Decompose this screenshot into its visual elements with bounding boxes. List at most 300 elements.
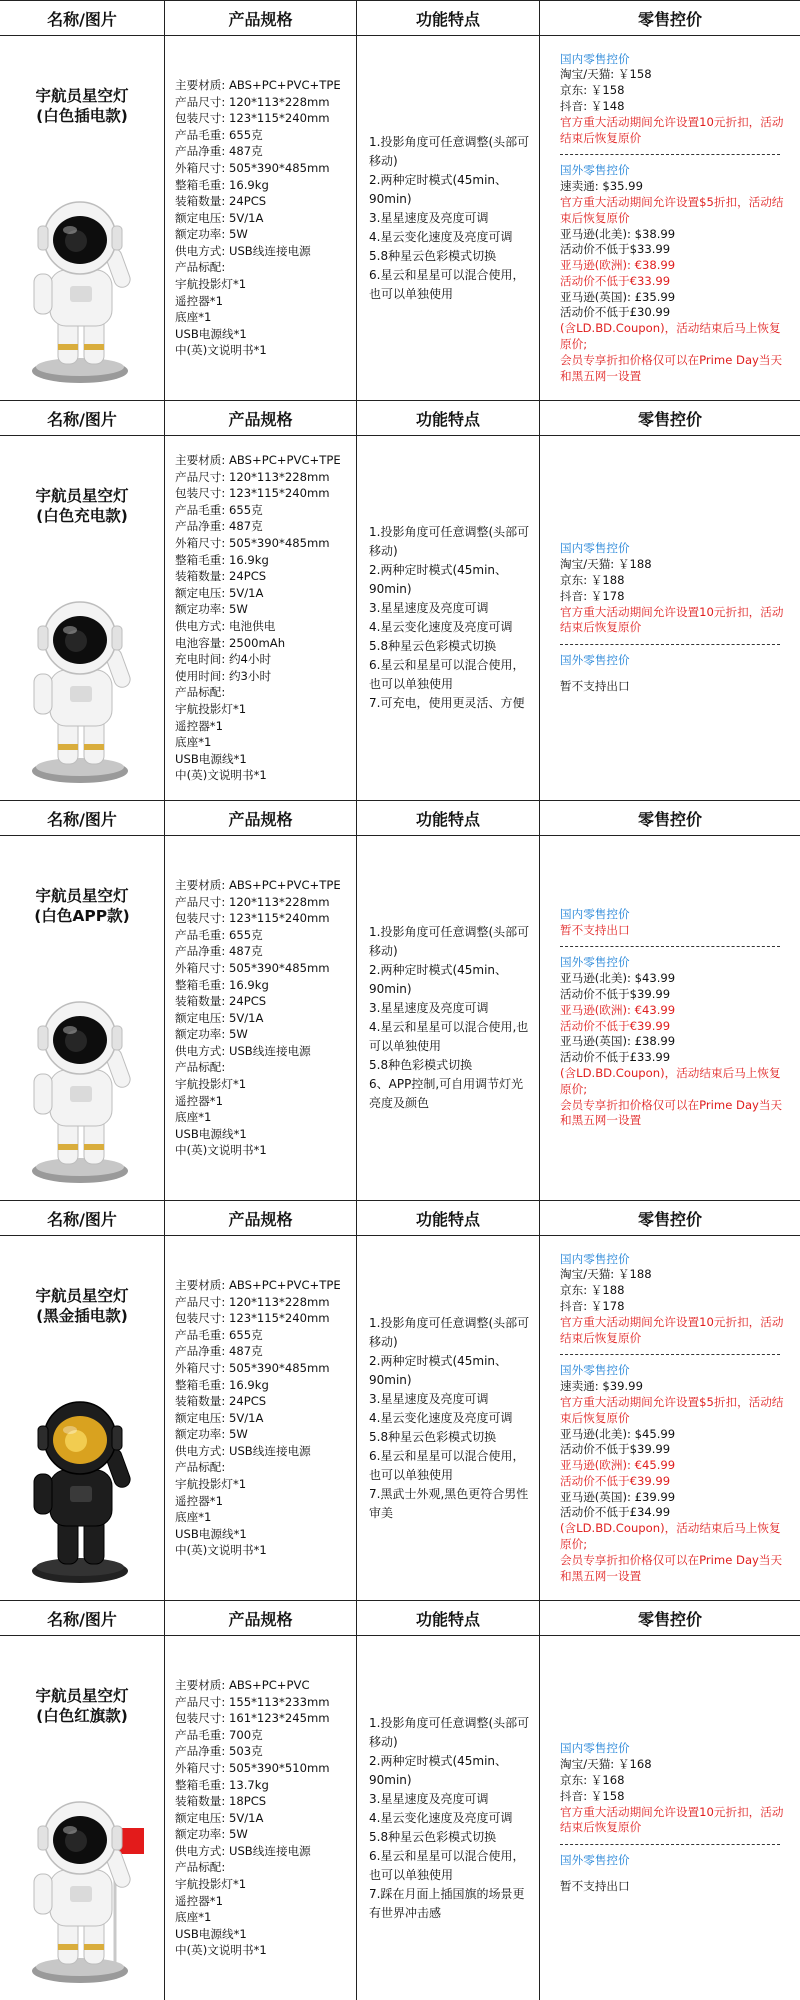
feature-line: 1.投影角度可任意调整(头部可移动) xyxy=(369,1315,530,1349)
visor-shine xyxy=(63,1026,77,1034)
spec-line: 产品尺寸: 120*113*228mm xyxy=(175,1294,330,1309)
white-astronaut-figure xyxy=(20,188,145,388)
spec-line: 主要材质: ABS+PC+PVC+TPE xyxy=(175,453,341,468)
spec-line: 中(英)文说明书*1 xyxy=(175,1543,267,1558)
visor-shine xyxy=(63,626,77,634)
feature-line: 3.星星速度及亮度可调 xyxy=(369,601,489,615)
chest-panel xyxy=(70,686,92,702)
feature-line: 1.投影角度可任意调整(头部可移动) xyxy=(369,925,530,958)
product-name xyxy=(35,1286,128,1326)
feature-line: 2.两种定时模式(45min、90min) xyxy=(369,563,508,596)
spec-line: 宇航投影灯*1 xyxy=(175,1477,247,1492)
price-line: 亚马逊(欧洲): €38.99 xyxy=(560,258,676,273)
price-section-title: 国内零售控价 xyxy=(560,1251,630,1266)
spec-line: 产品标配: xyxy=(175,260,226,275)
price-line: 抖音: ￥158 xyxy=(560,1788,625,1803)
header-row xyxy=(0,1600,800,1636)
header-features: 功能特点 xyxy=(357,401,540,435)
header-name-image: 名称/图片 xyxy=(0,1201,165,1235)
moon-surface xyxy=(36,758,124,776)
spec-line: 额定功率: 5W xyxy=(175,1827,248,1842)
header-name-image: 名称/图片 xyxy=(0,1,165,35)
feature-list xyxy=(357,1314,539,1523)
spec-list xyxy=(165,877,341,1159)
product-name xyxy=(35,1686,128,1726)
spec-line: 产品毛重: 655克 xyxy=(175,927,263,942)
spec-cell xyxy=(165,836,357,1200)
feature-cell xyxy=(357,36,540,400)
feature-line: 5.8种星云色彩模式切换 xyxy=(369,248,497,263)
feature-line: 4.星云变化速度及亮度可调 xyxy=(369,1410,513,1425)
feature-cell xyxy=(357,1236,540,1600)
spec-line: 供电方式: 电池供电 xyxy=(175,619,276,633)
spec-list xyxy=(165,1677,330,1959)
price-line: 活动价不低于€39.99 xyxy=(560,1018,671,1033)
header-name-image: 名称/图片 xyxy=(0,1601,165,1635)
spec-line: 产品毛重: 655克 xyxy=(175,502,263,517)
price-section-title: 国内零售控价 xyxy=(560,51,630,66)
spec-line: 供电方式: USB线连接电源 xyxy=(175,243,311,258)
name-image-cell xyxy=(0,836,165,1200)
header-row xyxy=(0,400,800,436)
spec-line: 中(英)文说明书*1 xyxy=(175,768,267,783)
price-line: 淘宝/天猫: ￥168 xyxy=(560,1757,652,1772)
spec-line: 外箱尺寸: 505*390*485mm xyxy=(175,536,330,551)
dashed-divider xyxy=(560,1354,780,1355)
price-line: 亚马逊(北美): $43.99 xyxy=(560,971,676,986)
price-cell xyxy=(540,836,800,1200)
header-price: 零售控价 xyxy=(637,809,702,829)
feature-line: 4.星云变化速度及亮度可调 xyxy=(369,229,513,244)
spec-line: 遥控器*1 xyxy=(175,1493,223,1508)
price-line: 官方重大活动期间允许设置10元折扣，活动结束后恢复原价 xyxy=(560,114,784,145)
spec-list xyxy=(165,452,341,784)
gold-band-right xyxy=(84,344,104,350)
price-line: 亚马逊(英国): £39.99 xyxy=(560,1489,676,1504)
spec-line: 产品尺寸: 120*113*228mm xyxy=(175,894,330,909)
ear-right xyxy=(112,1426,122,1450)
spec-line: 装箱数量: 18PCS xyxy=(175,1794,267,1809)
header-spec: 产品规格 xyxy=(165,401,357,435)
spec-line: 充电时间: 约4小时 xyxy=(175,652,272,667)
spec-line: 产品净重: 487克 xyxy=(175,1344,263,1359)
spec-line: 主要材质: ABS+PC+PVC+TPE xyxy=(175,1277,341,1292)
price-line: 官方重大活动期间允许设置10元折扣，活动结束后恢复原价 xyxy=(560,604,784,635)
left-arm xyxy=(34,274,52,314)
price-line: 抖音: ￥178 xyxy=(560,588,625,603)
product-name-line: (白色APP款) xyxy=(34,907,130,925)
spec-line: USB电源线*1 xyxy=(175,326,247,341)
spec-line: 额定电压: 5V/1A xyxy=(175,210,264,225)
ear-left xyxy=(38,1826,48,1850)
product-name xyxy=(34,886,129,926)
moon-surface xyxy=(36,1158,124,1176)
spec-line: 产品尺寸: 120*113*228mm xyxy=(175,469,330,484)
spec-line: 装箱数量: 24PCS xyxy=(175,1394,267,1409)
feature-line: 1.投影角度可任意调整(头部可移动) xyxy=(369,1715,530,1749)
spec-line: 供电方式: USB线连接电源 xyxy=(175,1843,311,1858)
white-astronaut-figure xyxy=(20,988,145,1188)
ear-right xyxy=(112,1826,122,1850)
price-line: 活动价不低于£34.99 xyxy=(560,1505,671,1520)
spec-line: 整箱毛重: 16.9kg xyxy=(175,177,269,192)
visor-shine xyxy=(63,226,77,234)
spec-line: 遥控器*1 xyxy=(175,1893,223,1908)
price-line: 暂不支持出口 xyxy=(560,1878,630,1893)
moon-surface xyxy=(36,1958,124,1976)
name-image-cell xyxy=(0,36,165,400)
header-spec: 产品规格 xyxy=(165,1,357,35)
price-line: 淘宝/天猫: ￥188 xyxy=(560,557,652,572)
spec-line: 供电方式: USB线连接电源 xyxy=(175,1443,311,1458)
price-section-title: 国内零售控价 xyxy=(560,906,630,921)
spec-line: 整箱毛重: 13.7kg xyxy=(175,1777,269,1792)
price-line: 活动价不低于€39.99 xyxy=(560,1473,671,1488)
price-line: 淘宝/天猫: ￥158 xyxy=(560,67,652,82)
ear-right xyxy=(112,626,122,650)
feature-list xyxy=(357,523,539,713)
black-astronaut-figure xyxy=(20,1388,145,1588)
product-name-line: 宇航员星空灯 xyxy=(35,87,129,105)
white-astronaut-figure xyxy=(20,588,145,788)
header-name-image: 名称/图片 xyxy=(0,801,165,835)
spec-line: 产品净重: 487克 xyxy=(175,144,263,159)
feature-line: 6、APP控制,可自用调节灯光亮度及颜色 xyxy=(369,1077,524,1110)
spec-cell xyxy=(165,436,357,800)
spec-line: 产品毛重: 655克 xyxy=(175,1327,263,1342)
product-name-line: (黑金插电款) xyxy=(36,1307,128,1325)
price-line: (含LD.BD.Coupon)，活动结束后马上恢复原价; xyxy=(560,1521,781,1552)
price-line: 抖音: ￥178 xyxy=(560,1298,625,1313)
gold-band-right xyxy=(84,1144,104,1150)
spec-line: 供电方式: USB线连接电源 xyxy=(175,1043,311,1058)
price-line: 京东: ￥188 xyxy=(560,1283,625,1298)
gold-band-left xyxy=(58,1944,78,1950)
spec-line: 底座*1 xyxy=(175,1910,212,1925)
price-line: 官方重大活动期间允许设置$5折扣，活动结束后恢复原价 xyxy=(560,1394,784,1425)
feature-line: 4.星云变化速度及亮度可调 xyxy=(369,620,513,634)
spec-line: USB电源线*1 xyxy=(175,1926,247,1941)
left-arm xyxy=(34,1874,52,1914)
feature-line: 6.星云和星星可以混合使用，也可以单独使用 xyxy=(369,1848,525,1882)
spec-line: 整箱毛重: 16.9kg xyxy=(175,552,269,567)
price-line: 亚马逊(北美): $45.99 xyxy=(560,1426,676,1441)
left-arm xyxy=(34,1074,52,1114)
gold-band-left xyxy=(58,1144,78,1150)
spec-line: 电池容量: 2500mAh xyxy=(175,635,286,650)
spec-line: 产品净重: 503克 xyxy=(175,1744,263,1759)
spec-list xyxy=(165,77,341,359)
price-line: 亚马逊(欧洲): €43.99 xyxy=(560,1002,676,1017)
spec-line: 额定电压: 5V/1A xyxy=(175,1810,264,1825)
moon-surface xyxy=(36,1558,124,1576)
header-price: 零售控价 xyxy=(637,409,702,429)
chest-panel xyxy=(70,1886,92,1902)
price-line: 会员专享折扣价格仅可以在Prime Day当天和黑五网一设置 xyxy=(560,352,783,383)
product-name-line: (白色插电款) xyxy=(36,107,128,125)
spec-line: 产品净重: 487克 xyxy=(175,944,263,959)
spec-line: USB电源线*1 xyxy=(175,751,247,766)
feature-line: 2.两种定时模式(45min、90min) xyxy=(369,1353,508,1387)
price-section-title: 国外零售控价 xyxy=(560,1853,630,1868)
price-line: 活动价不低于£30.99 xyxy=(560,305,671,320)
product-block xyxy=(0,1200,800,1600)
spec-line: 宇航投影灯*1 xyxy=(175,701,247,716)
header-features: 功能特点 xyxy=(357,1201,540,1235)
spec-line: 产品尺寸: 155*113*233mm xyxy=(175,1694,330,1709)
header-price: 零售控价 xyxy=(637,9,702,29)
feature-line: 6.星云和星星可以混合使用，也可以单独使用 xyxy=(369,1448,525,1482)
gold-band-right xyxy=(84,744,104,750)
feature-list xyxy=(357,133,539,304)
feature-line: 5.8种色彩模式切换 xyxy=(369,1058,473,1072)
spec-line: 装箱数量: 24PCS xyxy=(175,569,267,584)
spec-line: 底座*1 xyxy=(175,1510,212,1525)
spec-line: USB电源线*1 xyxy=(175,1526,247,1541)
feature-line: 7.可充电，使用更灵活、方便 xyxy=(369,696,525,710)
feature-line: 7.黑武士外观,黑色更符合男性审美 xyxy=(369,1486,529,1520)
spec-line: 产品标配: xyxy=(175,1460,226,1475)
spacer xyxy=(560,669,788,679)
feature-list xyxy=(357,1714,539,1923)
moon-surface xyxy=(36,358,124,376)
spec-cell xyxy=(165,36,357,400)
product-block xyxy=(0,400,800,800)
ear-left xyxy=(38,226,48,250)
chest-panel xyxy=(70,1486,92,1502)
price-line: 活动价不低于£33.99 xyxy=(560,1050,671,1065)
price-line: 官方重大活动期间允许设置$5折扣，活动结束后恢复原价 xyxy=(560,194,784,225)
name-image-cell xyxy=(0,1636,165,2000)
spec-line: 中(英)文说明书*1 xyxy=(175,343,267,358)
header-spec: 产品规格 xyxy=(165,801,357,835)
spec-line: 中(英)文说明书*1 xyxy=(175,1143,267,1158)
feature-line: 4.星云变化速度及亮度可调 xyxy=(369,1810,513,1825)
feature-cell xyxy=(357,436,540,800)
dashed-divider xyxy=(560,644,780,645)
spec-line: 使用时间: 约3小时 xyxy=(175,668,272,683)
spec-line: 包装尺寸: 123*115*240mm xyxy=(175,486,330,501)
spec-line: 遥控器*1 xyxy=(175,293,223,308)
header-features: 功能特点 xyxy=(357,1601,540,1635)
feature-line: 4.星云和星星可以混合使用,也可以单独使用 xyxy=(369,1020,529,1053)
spec-line: 包装尺寸: 123*115*240mm xyxy=(175,1311,330,1326)
spec-line: 外箱尺寸: 505*390*485mm xyxy=(175,960,330,975)
product-row xyxy=(0,1636,800,2000)
spec-line: 额定电压: 5V/1A xyxy=(175,1410,264,1425)
spec-line: 整箱毛重: 16.9kg xyxy=(175,977,269,992)
feature-list xyxy=(357,923,539,1113)
feature-line: 6.星云和星星可以混合使用，也可以单独使用 xyxy=(369,658,525,691)
gold-band-left xyxy=(58,344,78,350)
price-line: 活动价不低于$39.99 xyxy=(560,1442,671,1457)
spec-line: 底座*1 xyxy=(175,735,212,750)
left-arm xyxy=(34,1474,52,1514)
price-line: 淘宝/天猫: ￥188 xyxy=(560,1267,652,1282)
spec-cell xyxy=(165,1236,357,1600)
product-row xyxy=(0,436,800,800)
header-spec: 产品规格 xyxy=(165,1601,357,1635)
spec-line: 产品尺寸: 120*113*228mm xyxy=(175,94,330,109)
price-section-title: 国外零售控价 xyxy=(560,653,630,668)
feature-line: 6.星云和星星可以混合使用，也可以单独使用 xyxy=(369,267,525,301)
feature-line: 1.投影角度可任意调整(头部可移动) xyxy=(369,134,530,168)
price-line: 亚马逊(北美): $38.99 xyxy=(560,226,676,241)
spec-line: 宇航投影灯*1 xyxy=(175,277,247,292)
product-name-line: 宇航员星空灯 xyxy=(35,887,129,905)
header-spec: 产品规格 xyxy=(165,1201,357,1235)
price-line: 亚马逊(英国): £35.99 xyxy=(560,289,676,304)
price-line: 会员专享折扣价格仅可以在Prime Day当天和黑五网一设置 xyxy=(560,1097,783,1128)
spec-line: 产品标配: xyxy=(175,685,226,700)
spec-line: 额定功率: 5W xyxy=(175,602,248,617)
price-line: (含LD.BD.Coupon)，活动结束后马上恢复原价; xyxy=(560,1065,781,1096)
spec-line: 产品标配: xyxy=(175,1060,226,1075)
header-features: 功能特点 xyxy=(357,801,540,835)
spec-list xyxy=(165,1277,341,1559)
price-cell xyxy=(540,436,800,800)
ear-right xyxy=(112,1026,122,1050)
price-line: 暂不支持出口 xyxy=(560,678,630,693)
visor-shine xyxy=(63,1426,77,1434)
spec-line: 外箱尺寸: 505*390*485mm xyxy=(175,1360,330,1375)
product-name-line: 宇航员星空灯 xyxy=(35,487,129,505)
price-cell xyxy=(540,1636,800,2000)
spec-line: 整箱毛重: 16.9kg xyxy=(175,1377,269,1392)
spec-line: 遥控器*1 xyxy=(175,718,223,733)
spec-line: 产品标配: xyxy=(175,1860,226,1875)
feature-line: 3.星星速度及亮度可调 xyxy=(369,1001,489,1015)
price-line: 会员专享折扣价格仅可以在Prime Day当天和黑五网一设置 xyxy=(560,1552,783,1583)
product-name-line: 宇航员星空灯 xyxy=(35,1687,129,1705)
feature-cell xyxy=(357,836,540,1200)
header-row xyxy=(0,800,800,836)
spacer xyxy=(560,1869,788,1879)
price-cell xyxy=(540,36,800,400)
spec-line: 产品毛重: 700克 xyxy=(175,1727,263,1742)
feature-line: 2.两种定时模式(45min、90min) xyxy=(369,963,508,996)
product-name-line: (白色红旗款) xyxy=(36,1707,128,1725)
ear-right xyxy=(112,226,122,250)
price-line: 京东: ￥188 xyxy=(560,572,625,587)
name-image-cell xyxy=(0,1236,165,1600)
feature-line: 7.踩在月面上插国旗的场景更有世界冲击感 xyxy=(369,1886,525,1920)
flag-astronaut-figure xyxy=(20,1788,145,1988)
spec-line: 装箱数量: 24PCS xyxy=(175,994,267,1009)
spec-line: 宇航投影灯*1 xyxy=(175,1077,247,1092)
price-section-title: 国外零售控价 xyxy=(560,955,630,970)
spec-line: USB电源线*1 xyxy=(175,1126,247,1141)
product-row xyxy=(0,36,800,400)
price-line: 抖音: ￥148 xyxy=(560,98,625,113)
price-section-title: 国内零售控价 xyxy=(560,541,630,556)
price-line: 亚马逊(英国): £38.99 xyxy=(560,1034,676,1049)
price-line: 速卖通: $39.99 xyxy=(560,1379,643,1394)
spec-line: 中(英)文说明书*1 xyxy=(175,1943,267,1958)
header-price: 零售控价 xyxy=(637,1209,702,1229)
visor-shine xyxy=(63,1826,77,1834)
product-block xyxy=(0,1600,800,2000)
chest-panel xyxy=(70,1086,92,1102)
feature-line: 5.8种星云色彩模式切换 xyxy=(369,1829,497,1844)
spec-line: 主要材质: ABS+PC+PVC+TPE xyxy=(175,877,341,892)
price-cell xyxy=(540,1236,800,1600)
spec-cell xyxy=(165,1636,357,2000)
spec-line: 包装尺寸: 123*115*240mm xyxy=(175,111,330,126)
spec-line: 额定功率: 5W xyxy=(175,1427,248,1442)
product-block xyxy=(0,0,800,400)
price-line: 速卖通: $35.99 xyxy=(560,179,643,194)
dashed-divider xyxy=(560,946,780,947)
ear-left xyxy=(38,626,48,650)
spec-line: 额定电压: 5V/1A xyxy=(175,1010,264,1025)
header-features: 功能特点 xyxy=(357,1,540,35)
product-name-line: 宇航员星空灯 xyxy=(35,1287,129,1305)
dashed-divider xyxy=(560,154,780,155)
header-price: 零售控价 xyxy=(637,1609,702,1629)
price-line: 活动价不低于$39.99 xyxy=(560,987,671,1001)
feature-line: 3.星星速度及亮度可调 xyxy=(369,1391,489,1406)
feature-line: 2.两种定时模式(45min、90min) xyxy=(369,172,508,206)
feature-line: 5.8种星云色彩模式切换 xyxy=(369,639,497,653)
chest-panel xyxy=(70,286,92,302)
gold-band-left xyxy=(58,744,78,750)
spec-line: 包装尺寸: 123*115*240mm xyxy=(175,911,330,926)
price-line: 活动价不低于€33.99 xyxy=(560,273,671,288)
feature-line: 3.星星速度及亮度可调 xyxy=(369,210,489,225)
spec-line: 额定功率: 5W xyxy=(175,227,248,242)
spec-line: 产品毛重: 655克 xyxy=(175,127,263,142)
product-block xyxy=(0,800,800,1200)
name-image-cell xyxy=(0,436,165,800)
price-line: 京东: ￥158 xyxy=(560,83,625,98)
spec-line: 额定电压: 5V/1A xyxy=(175,585,264,600)
price-section-title: 国外零售控价 xyxy=(560,163,630,178)
dashed-divider xyxy=(560,1844,780,1845)
ear-left xyxy=(38,1426,48,1450)
feature-line: 3.星星速度及亮度可调 xyxy=(369,1791,489,1806)
price-line: 官方重大活动期间允许设置10元折扣，活动结束后恢复原价 xyxy=(560,1314,784,1345)
spec-line: 底座*1 xyxy=(175,1110,212,1125)
feature-line: 2.两种定时模式(45min、90min) xyxy=(369,1753,508,1787)
price-line: 京东: ￥168 xyxy=(560,1772,625,1787)
price-section-title: 国内零售控价 xyxy=(560,1741,630,1756)
spec-line: 装箱数量: 24PCS xyxy=(175,194,267,209)
header-row xyxy=(0,0,800,36)
spec-line: 宇航投影灯*1 xyxy=(175,1877,247,1892)
spec-line: 主要材质: ABS+PC+PVC xyxy=(175,1677,310,1692)
feature-cell xyxy=(357,1636,540,2000)
price-line: 暂不支持出口 xyxy=(560,922,630,937)
feature-line: 1.投影角度可任意调整(头部可移动) xyxy=(369,525,530,558)
product-name xyxy=(35,86,128,126)
price-line: 活动价不低于$33.99 xyxy=(560,242,671,257)
product-row xyxy=(0,836,800,1200)
header-name-image: 名称/图片 xyxy=(0,401,165,435)
spec-line: 产品净重: 487克 xyxy=(175,519,263,534)
price-line: 官方重大活动期间允许设置10元折扣，活动结束后恢复原价 xyxy=(560,1804,784,1835)
spec-line: 主要材质: ABS+PC+PVC+TPE xyxy=(175,77,341,92)
header-row xyxy=(0,1200,800,1236)
spec-line: 底座*1 xyxy=(175,310,212,325)
price-line: 亚马逊(欧洲): €45.99 xyxy=(560,1458,676,1473)
ear-left xyxy=(38,1026,48,1050)
spec-line: 遥控器*1 xyxy=(175,1093,223,1108)
product-name xyxy=(35,486,128,526)
product-name-line: (白色充电款) xyxy=(36,507,128,525)
price-line: (含LD.BD.Coupon)，活动结束后马上恢复原价; xyxy=(560,321,781,352)
spec-line: 外箱尺寸: 505*390*485mm xyxy=(175,160,330,175)
